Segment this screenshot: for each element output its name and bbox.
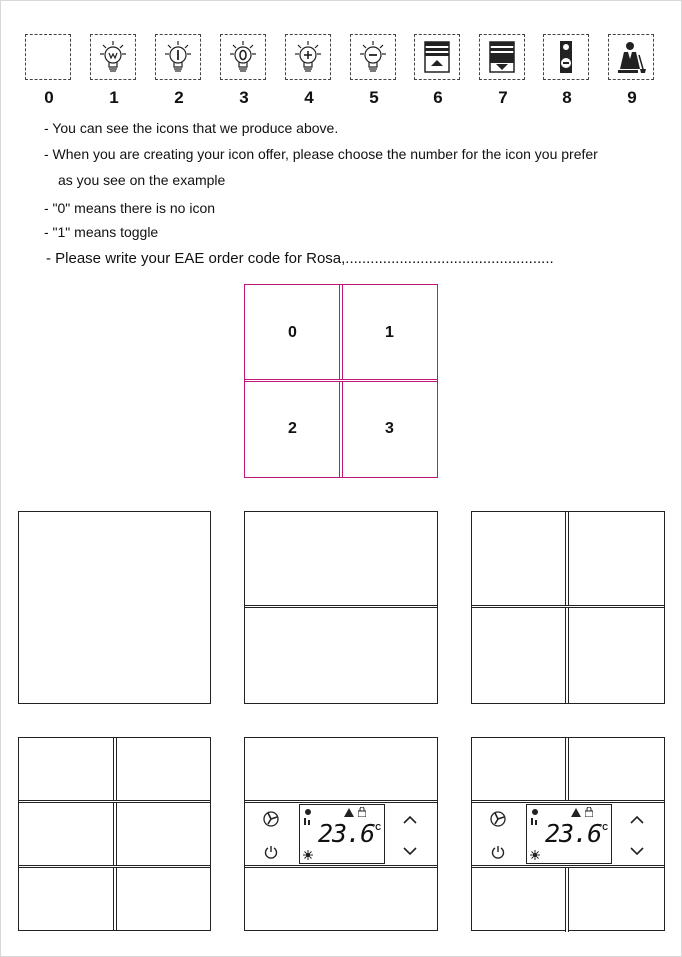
sun-icon [530,850,540,860]
layout-thermostat-panel [244,737,438,931]
example-cell-label: 1 [385,324,394,341]
panel-divider [472,605,664,608]
panel-divider [565,738,569,800]
layout-four-grid-panel [471,511,665,704]
order-code-line: - Please write your EAE order code for Rosa,.................................................. [46,250,554,267]
power-icon [264,845,278,859]
icon-slot-3 [220,34,266,80]
power-icon [491,845,505,859]
bulb-wave-icon [98,40,128,74]
bulb-plus-icon [293,40,323,74]
panel-divider [19,865,210,868]
icon-slot-8 [543,34,589,80]
temperature-readout: 23.6 [545,819,602,848]
example-cell-label: 3 [385,420,394,437]
chevron-up-icon[interactable] [630,815,644,825]
icon-number: 8 [562,88,572,107]
thermostat-strip [245,804,437,868]
icon-number: 5 [369,88,379,107]
thermostat-strip [472,804,664,868]
instruction-line: - When you are creating your icon offer, please choose the number for the icon you prefer [44,146,598,162]
example-panel [244,284,438,478]
do-not-disturb-icon [556,39,576,75]
fan-level-icon [303,808,313,826]
sun-icon [303,850,313,860]
lock-icon [358,807,366,817]
bulb-on-icon [163,40,193,74]
housekeeping-icon [615,39,647,75]
icon-number: 2 [174,88,184,107]
panel-divider [245,605,437,608]
icon-number: 4 [304,88,314,107]
icon-slot-2 [155,34,201,80]
alert-icon [344,808,354,817]
bulb-minus-icon [358,40,388,74]
icon-slot-0 [25,34,71,80]
fan-icon [263,811,279,827]
icon-slot-1 [90,34,136,80]
icon-number: 0 [44,88,54,107]
layout-two-horizontal-panel [244,511,438,704]
panel-divider [565,865,569,932]
panel-divider [472,800,664,803]
example-cell-label: 0 [288,324,297,341]
shutter-up-icon [423,40,451,74]
icon-number: 3 [239,88,249,107]
temperature-readout: 23.6 [318,819,375,848]
panel-divider [245,379,437,382]
chevron-down-icon[interactable] [630,846,644,856]
temperature-unit: °C [599,823,608,832]
icon-number: 7 [498,88,508,107]
alert-icon [571,808,581,817]
shutter-down-icon [488,40,516,74]
layout-single-panel [18,511,211,704]
lock-icon [585,807,593,817]
panel-divider [19,800,210,803]
example-cell-label: 2 [288,420,297,437]
temperature-unit: °C [372,823,381,832]
instruction-line: - You can see the icons that we produce above. [44,120,339,136]
layout-six-grid-panel [18,737,211,931]
fan-icon [490,811,506,827]
icon-slot-9 [608,34,654,80]
lcd-display [526,804,612,864]
icon-number: 9 [627,88,637,107]
instruction-line: - "1" means toggle [44,224,159,240]
instruction-line: as you see on the example [58,172,226,188]
layout-thermostat-split-panel [471,737,665,931]
panel-divider [245,800,437,803]
fan-level-icon [530,808,540,826]
icon-slot-7 [479,34,525,80]
instruction-line: - "0" means there is no icon [44,200,216,216]
icon-number: 6 [433,88,443,107]
bulb-off-icon [228,40,258,74]
icon-slot-5 [350,34,396,80]
chevron-up-icon[interactable] [403,815,417,825]
panel-divider [113,738,117,930]
icon-slot-4 [285,34,331,80]
chevron-down-icon[interactable] [403,846,417,856]
icon-number: 1 [109,88,119,107]
lcd-display [299,804,385,864]
icon-slot-6 [414,34,460,80]
